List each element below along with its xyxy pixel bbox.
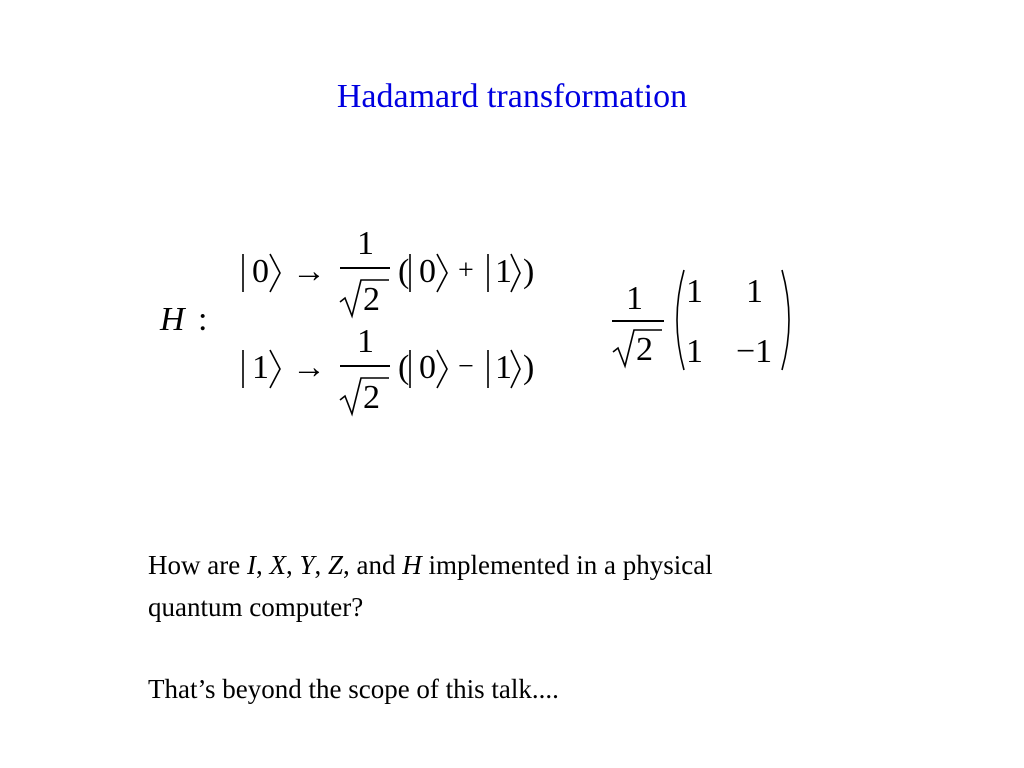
matrix-prefactor-radicand: 2 <box>636 331 653 368</box>
matrix-left-paren-icon <box>668 268 688 372</box>
matrix-cell: 1 <box>686 333 703 370</box>
open-paren: ( <box>398 349 410 386</box>
arrow-icon: → <box>292 253 326 290</box>
ket-value: 0 <box>252 253 269 290</box>
operator-h-label: H <box>160 301 185 338</box>
var-y: Y <box>299 550 315 580</box>
colon: : <box>198 301 208 338</box>
matrix-prefactor-bar <box>612 320 664 322</box>
sqrt-radicand: 2 <box>363 281 380 318</box>
matrix-prefactor-numerator: 1 <box>626 280 643 317</box>
matrix-right-paren-icon <box>778 268 798 372</box>
fraction-numerator: 1 <box>357 225 374 262</box>
matrix-cell: −1 <box>736 333 773 370</box>
fraction-bar <box>340 267 390 269</box>
ket-value: 0 <box>419 349 436 386</box>
question-text: How are <box>148 550 247 580</box>
var-z: Z <box>328 550 344 580</box>
separator: , <box>255 550 270 580</box>
question-line-2: quantum computer? <box>148 592 364 622</box>
slide-title: Hadamard transformation <box>336 78 688 115</box>
minus-operator: − <box>458 351 474 382</box>
answer-line: That’s beyond the scope of this talk.... <box>148 674 559 704</box>
fraction-numerator: 1 <box>357 323 374 360</box>
separator: , <box>314 550 328 580</box>
close-paren: ) <box>523 253 535 290</box>
open-paren: ( <box>398 253 410 290</box>
matrix-cell: 1 <box>686 273 703 310</box>
separator: , <box>285 550 300 580</box>
ket-value: 1 <box>495 349 512 386</box>
var-h: H <box>402 550 422 580</box>
close-paren: ) <box>523 349 535 386</box>
question-text: implemented in a physical <box>421 550 713 580</box>
var-i: I <box>246 550 256 580</box>
ket-value: 1 <box>495 253 512 290</box>
fraction-bar <box>340 365 390 367</box>
ket-value: 0 <box>419 253 436 290</box>
separator: , and <box>343 550 403 580</box>
question-line-1 <box>148 552 713 579</box>
plus-operator: + <box>458 255 474 286</box>
matrix-cell: 1 <box>746 273 763 310</box>
arrow-icon: → <box>292 349 326 386</box>
var-x: X <box>269 550 286 580</box>
ket-value: 1 <box>252 349 269 386</box>
sqrt-radicand: 2 <box>363 379 380 416</box>
